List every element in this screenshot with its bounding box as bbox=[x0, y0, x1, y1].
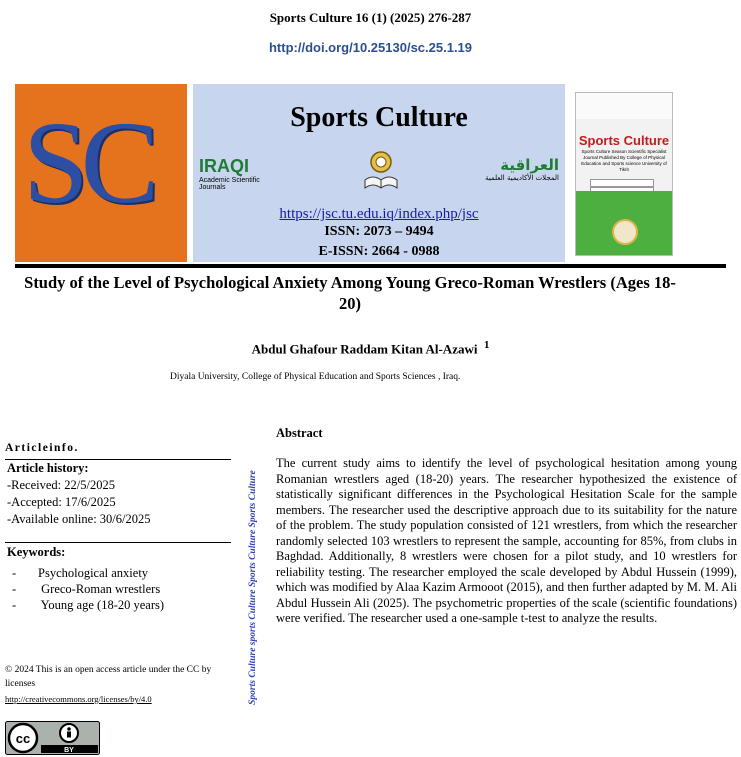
cc-by-badge-icon[interactable] bbox=[5, 721, 100, 755]
divider bbox=[5, 542, 231, 543]
header-rule bbox=[15, 264, 726, 268]
journal-citation: Sports Culture 16 (1) (2025) 276-287 bbox=[269, 10, 472, 25]
journal-cover-image bbox=[575, 92, 673, 256]
keywords-heading: Keywords: bbox=[7, 545, 66, 559]
vertical-watermark bbox=[248, 460, 264, 715]
svg-text:cc: cc bbox=[15, 731, 31, 746]
sc-logo-text: SC bbox=[23, 97, 152, 228]
arabic-journals-logo bbox=[467, 156, 559, 192]
author-superscript: 1 bbox=[483, 339, 490, 351]
author-name: Abdul Ghafour Raddam Kitan Al-Azawi bbox=[251, 341, 478, 357]
keyword-item: - Greco-Roman wrestlers bbox=[12, 582, 161, 596]
keyword-text: Greco-Roman wrestlers bbox=[38, 582, 161, 596]
cover-subtitle: Sports Culture Season Scientific Specialist Journal Published By College of Physical Education and Sports science University of Tikrit bbox=[581, 149, 667, 172]
arabic-logo-title: العراقية bbox=[500, 156, 559, 174]
license-link[interactable]: http://creativecommons.org/licenses/by/4.0 bbox=[5, 694, 152, 704]
iraqi-logo-title: IRAQI bbox=[199, 156, 250, 176]
divider bbox=[5, 459, 231, 460]
history-available-online: -Available online: 30/6/2025 bbox=[7, 512, 151, 526]
book-lamp-emblem-icon bbox=[363, 148, 399, 192]
cc-by-label: BY bbox=[64, 747, 74, 754]
journal-title: Sports Culture bbox=[290, 102, 468, 133]
iraqi-logo-subtitle: Academic Scientific Journals bbox=[199, 177, 260, 191]
keyword-text: Psychological anxiety bbox=[38, 566, 149, 580]
keyword-item: - Young age (18-20 years) bbox=[12, 598, 165, 612]
journal-url-link[interactable]: https://jsc.tu.edu.iq/index.php/jsc bbox=[279, 206, 479, 222]
abstract-body: The current study aims to identify the level of psychological hesitation among young Romanian wrestlers aged (18-20) years. The researcher hypothesized the existence of statistically significant differences in the Psychological Hesitation Scale for the sample members. The researcher used the descriptive approach due to its suitability for the nature of the problem. The study population consisted of 121 wrestlers, from which the researcher randomly selected 103 wrestlers to represent the sample, accounting for 85%, from clubs in Baghdad. Additionally, 8 wrestlers were chosen for a pilot study, and 10 wrestlers for reliability testing. The researcher employed the scale developed by Abdul Hussein (1999), which was modified by Alaa Kazim Armooot (2015), and then further adapted by M. M. Ali Abdul Hussein Ali (2025). The psychometric properties of the scale (scientific foundations) were verified. The researcher used a one-sample t-test to analyze the results. bbox=[276, 456, 737, 625]
paper-title: Study of the Level of Psychological Anxiety Among Young Greco-Roman Wrestlers (Ages 18-20) bbox=[24, 273, 676, 313]
author-line bbox=[0, 339, 741, 357]
journal-banner bbox=[15, 84, 726, 266]
cover-title: Sports Culture bbox=[578, 133, 670, 148]
history-accepted: -Accepted: 17/6/2025 bbox=[7, 495, 116, 509]
issn: ISSN: 2073 – 9494 bbox=[324, 224, 434, 239]
keyword-item: - Psychological anxiety bbox=[12, 566, 149, 580]
article-history-heading: Article history: bbox=[7, 461, 89, 475]
abstract-heading: Abstract bbox=[276, 426, 323, 440]
e-issn: E-ISSN: 2664 - 0988 bbox=[318, 244, 440, 259]
sc-logo bbox=[15, 84, 187, 262]
article-info-heading: Articleinfo. bbox=[5, 442, 79, 454]
banner-center bbox=[193, 84, 565, 262]
license-text: © 2024 This is an open access article under the CC by licenses bbox=[5, 665, 212, 689]
doi-link[interactable]: http://doi.org/10.25130/sc.25.1.19 bbox=[268, 40, 473, 55]
keyword-text: Young age (18-20 years) bbox=[38, 598, 165, 612]
watermark-text: Sports Culture sports Culture Sports Culture Sports Culture bbox=[248, 470, 258, 705]
university-seal-icon bbox=[612, 219, 638, 245]
history-received: -Received: 22/5/2025 bbox=[7, 478, 115, 492]
iraqi-journals-logo bbox=[199, 156, 279, 192]
arabic-logo-subtitle: المجلات الأكاديمية العلمية bbox=[485, 174, 559, 182]
affiliation: Diyala University, College of Physical Education and Sports Sciences , Iraq. bbox=[170, 372, 461, 382]
